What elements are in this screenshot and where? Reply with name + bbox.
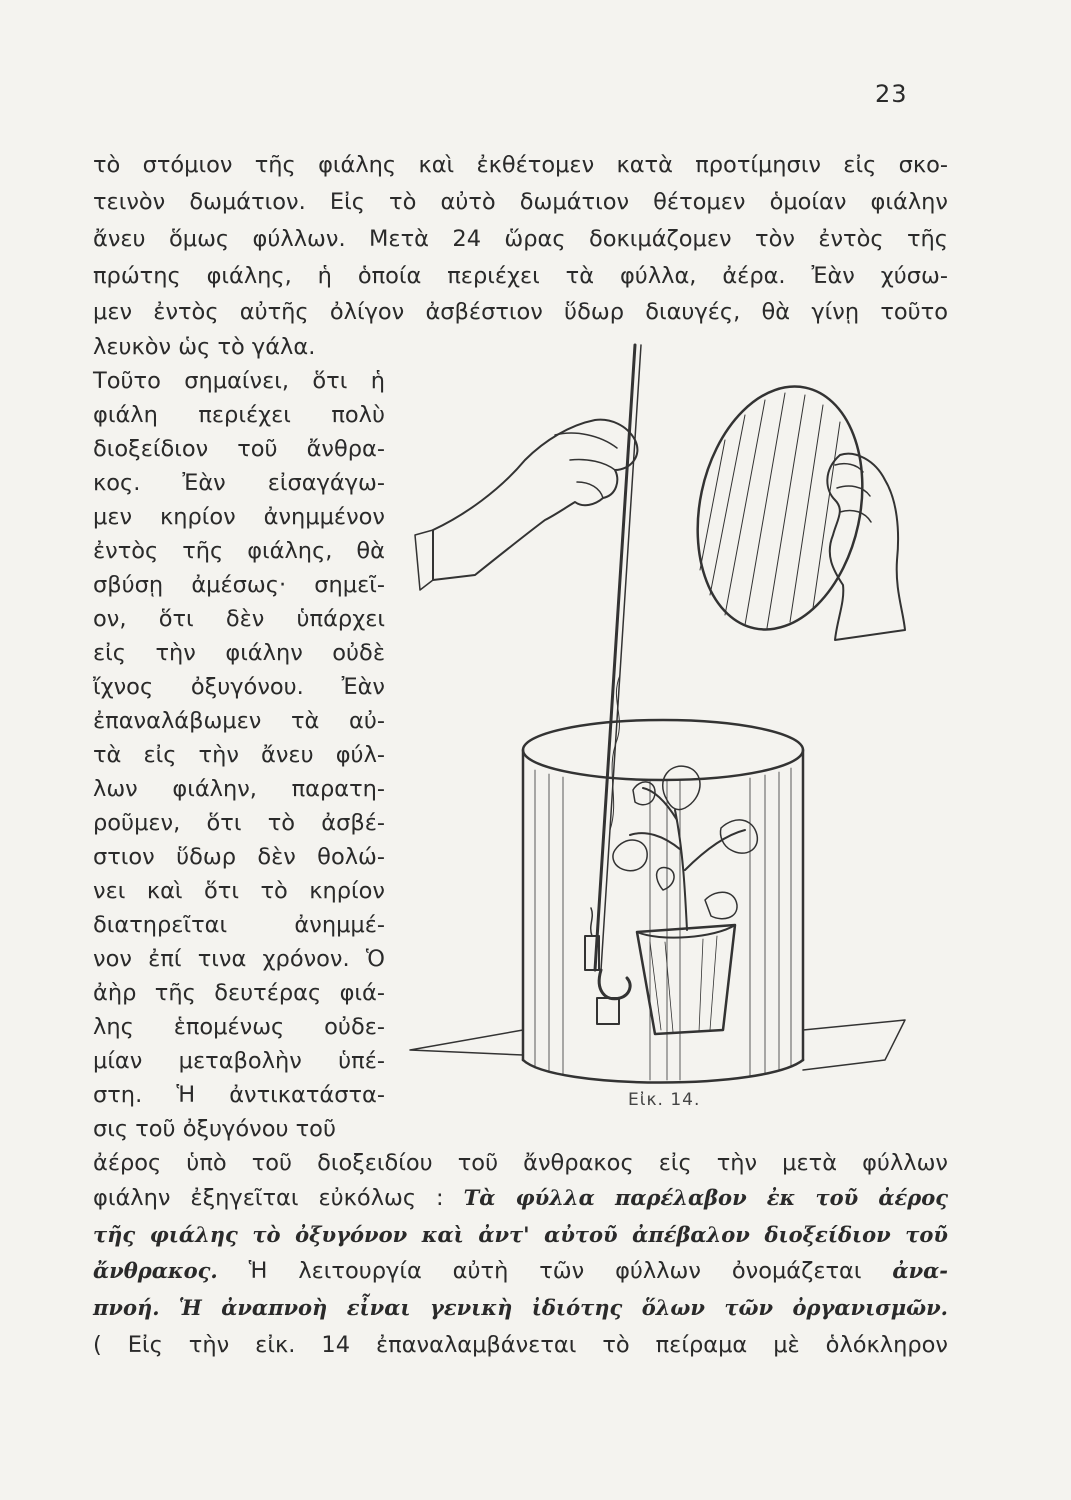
- figure-caption: Εἰκ. 14.: [628, 1090, 701, 1110]
- text-line: ον, ὅτι δὲν ὑπάρχει: [93, 606, 385, 632]
- text-line: λης ἑπομένως οὐδε-: [93, 1014, 385, 1040]
- jar-rim: [523, 720, 803, 780]
- text-line: σβύσῃ ἀμέσως· σημεῖ-: [93, 572, 385, 598]
- candle-hook: [599, 970, 630, 999]
- text-line: διοξείδιον τοῦ ἄνθρα-: [93, 436, 385, 462]
- text-line: νει καὶ ὅτι τὸ κηρίον: [93, 878, 385, 904]
- text-line: [93, 1293, 948, 1323]
- plant-jar-illustration: [405, 330, 950, 1100]
- emphasized-line: τῆς φιάλης τὸ ὀξυγόνον καὶ ἀντ' αὐτοῦ ἀπέβαλον διοξείδιον τοῦ: [93, 1222, 948, 1247]
- text-line: ἀὴρ τῆς δευτέρας φιά-: [93, 980, 385, 1006]
- text-line: στιον ὕδωρ δὲν θολώ-: [93, 844, 385, 870]
- hand-right-icon: [827, 454, 905, 640]
- flame-icon: [591, 908, 593, 936]
- text-line: νον ἐπί τινα χρόνον. Ὁ: [93, 946, 385, 972]
- text-line: ἄνευ ὅμως φύλλων. Μετὰ 24 ὥρας δοκιμάζομεν τὸν ἐντὸς τῆς: [93, 226, 948, 252]
- text-line: Τοῦτο σημαίνει, ὅτι ἡ: [93, 368, 385, 394]
- text-line: [93, 1256, 948, 1286]
- mirror-glass: [676, 371, 884, 645]
- text-line: τὰ εἰς τὴν ἄνευ φύλ-: [93, 742, 385, 768]
- plant-icon: [613, 766, 757, 930]
- figure-plant-experiment: [405, 330, 950, 1100]
- emphasized-text: Τὰ φύλλα παρέλαβον ἐκ τοῦ ἀέρος: [463, 1185, 949, 1210]
- text-line: μεν ἐντὸς αὐτῆς ὀλίγον ἀσβέστιον ὕδωρ διαυγές, θὰ γίνῃ τοῦτο: [93, 299, 948, 325]
- page-number: 23: [875, 80, 908, 108]
- hand-left-icon: [433, 420, 637, 580]
- text-line: φιάλη περιέχει πολὺ: [93, 402, 385, 428]
- emphasized-text: πνοή.: [93, 1295, 160, 1320]
- text-line: ἴχνος ὀξυγόνου. Ἐὰν: [93, 674, 385, 700]
- text-line: ἐντὸς τῆς φιάλης, θὰ: [93, 538, 385, 564]
- text-line: σις τοῦ ὀξυγόνου τοῦ: [93, 1116, 336, 1142]
- text-line: μεν κηρίον ἀνημμένον: [93, 504, 385, 530]
- text-line: τεινὸν δωμάτιον. Εἰς τὸ αὐτὸ δωμάτιον θέτομεν ὁμοίαν φιάλην: [93, 189, 948, 215]
- text-line: στη. Ἡ ἀντικατάστα-: [93, 1082, 385, 1108]
- text-line: ( Εἰς τὴν εἰκ. 14 ἐπαναλαμβάνεται τὸ πείραμα μὲ ὁλόκληρον: [93, 1332, 948, 1358]
- plain-text: φιάλην ἐξηγεῖται εὐκόλως :: [93, 1185, 444, 1211]
- text-line: μίαν μεταβολὴν ὑπέ-: [93, 1048, 385, 1074]
- flower-pot: [637, 925, 735, 1034]
- small-cup: [597, 998, 619, 1024]
- text-line: εἰς τὴν φιάλην οὐδὲ: [93, 640, 385, 666]
- emphasized-text: ἄνθρακος.: [93, 1258, 218, 1283]
- text-line: ροῦμεν, ὅτι τὸ ἀσβέ-: [93, 810, 385, 836]
- text-line: τὸ στόμιον τῆς φιάλης καὶ ἐκθέτομεν κατὰ προτίμησιν εἰς σκο-: [93, 152, 948, 178]
- text-line: [93, 1183, 948, 1213]
- text-line: λευκὸν ὡς τὸ γάλα.: [93, 334, 316, 360]
- plain-text: Ἡ λειτουργία αὐτὴ τῶν φύλλων ὀνομάζεται: [248, 1258, 862, 1284]
- text-line: πρώτης φιάλης, ἡ ὁποία περιέχει τὰ φύλλα, ἀέρα. Ἐὰν χύσω-: [93, 263, 948, 289]
- table-surface: [410, 1020, 905, 1070]
- text-line: διατηρεῖται ἀνημμέ-: [93, 912, 385, 938]
- emphasized-text: Ἡ ἀναπνοὴ εἶναι γενικὴ ἰδιότης ὅλων τῶν ὀργανισμῶν.: [178, 1295, 948, 1320]
- mirror-hatching: [700, 393, 840, 628]
- text-line: ἀέρος ὑπὸ τοῦ διοξειδίου τοῦ ἄνθρακος εἰς τὴν μετὰ φύλλων: [93, 1150, 948, 1176]
- text-line: κος. Ἐὰν εἰσαγάγω-: [93, 470, 385, 496]
- text-line: λων φιάλην, παρατη-: [93, 776, 385, 802]
- emphasized-text: ἀνα-: [892, 1258, 949, 1283]
- text-line: ἐπαναλάβωμεν τὰ αὐ-: [93, 708, 385, 734]
